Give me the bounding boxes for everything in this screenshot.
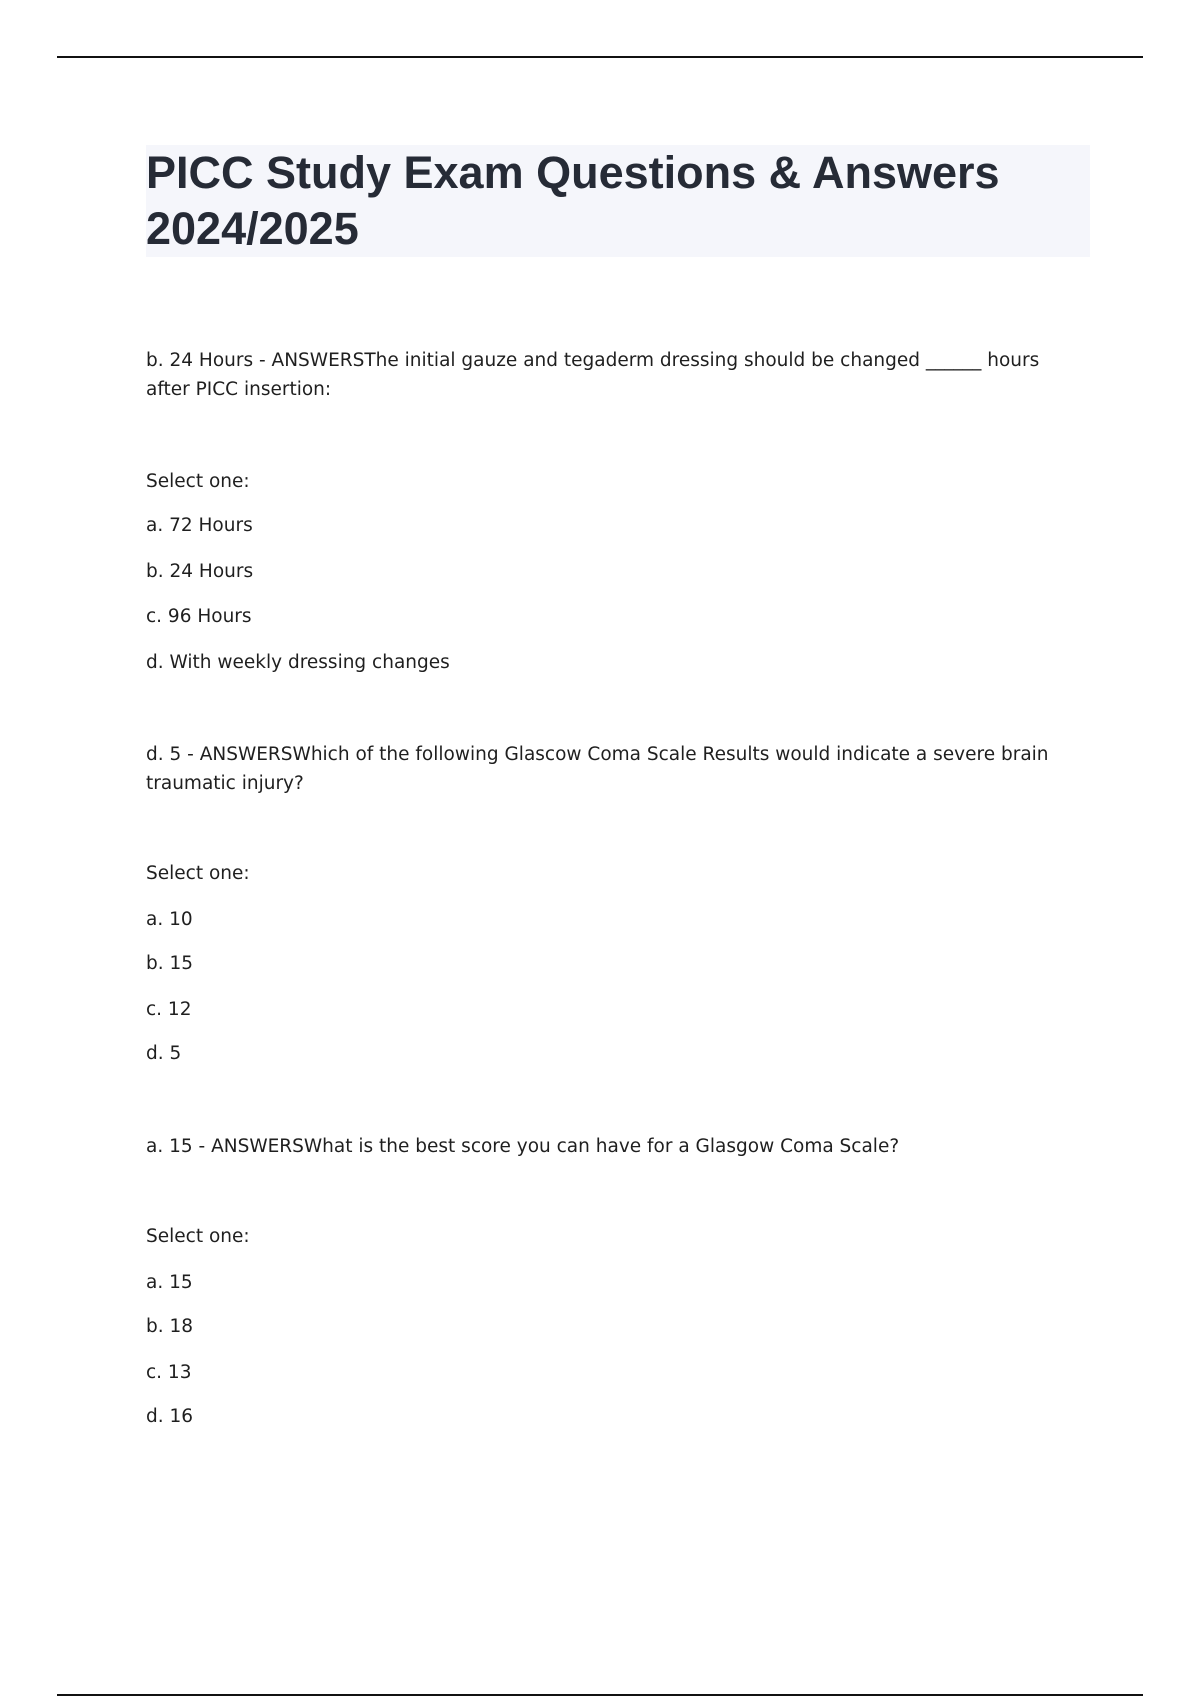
question-3-option-b: b. 18 xyxy=(146,1316,194,1337)
page-title: PICC Study Exam Questions & Answers 2024/2025 xyxy=(146,147,1000,254)
footer-rule xyxy=(57,1694,1143,1696)
question-2-option-c: c. 12 xyxy=(146,999,192,1020)
question-2-option-d: d. 5 xyxy=(146,1043,182,1064)
question-1-option-a: a. 72 Hours xyxy=(146,515,253,536)
question-3-option-d: d. 16 xyxy=(146,1406,194,1427)
question-1-option-b: b. 24 Hours xyxy=(146,561,254,582)
question-2-prompt: Select one: xyxy=(146,863,250,884)
question-2-option-b: b. 15 xyxy=(146,953,194,974)
question-1-option-d: d. With weekly dressing changes xyxy=(146,652,450,673)
question-3-option-c: c. 13 xyxy=(146,1362,192,1383)
header-rule xyxy=(57,56,1143,58)
question-2-text: d. 5 - ANSWERSWhich of the following Glascow Coma Scale Results would indicate a severe brain traumatic injury? xyxy=(146,744,1049,794)
question-1-prompt: Select one: xyxy=(146,471,250,492)
question-3-prompt: Select one: xyxy=(146,1226,250,1247)
question-2-option-a: a. 10 xyxy=(146,909,193,930)
question-3-text: a. 15 - ANSWERSWhat is the best score you can have for a Glasgow Coma Scale? xyxy=(146,1136,900,1157)
question-3-option-a: a. 15 xyxy=(146,1272,193,1293)
question-1-option-c: c. 96 Hours xyxy=(146,606,252,627)
question-1-text: b. 24 Hours - ANSWERSThe initial gauze and tegaderm dressing should be changed ______ hours after PICC insertion: xyxy=(146,350,1040,400)
